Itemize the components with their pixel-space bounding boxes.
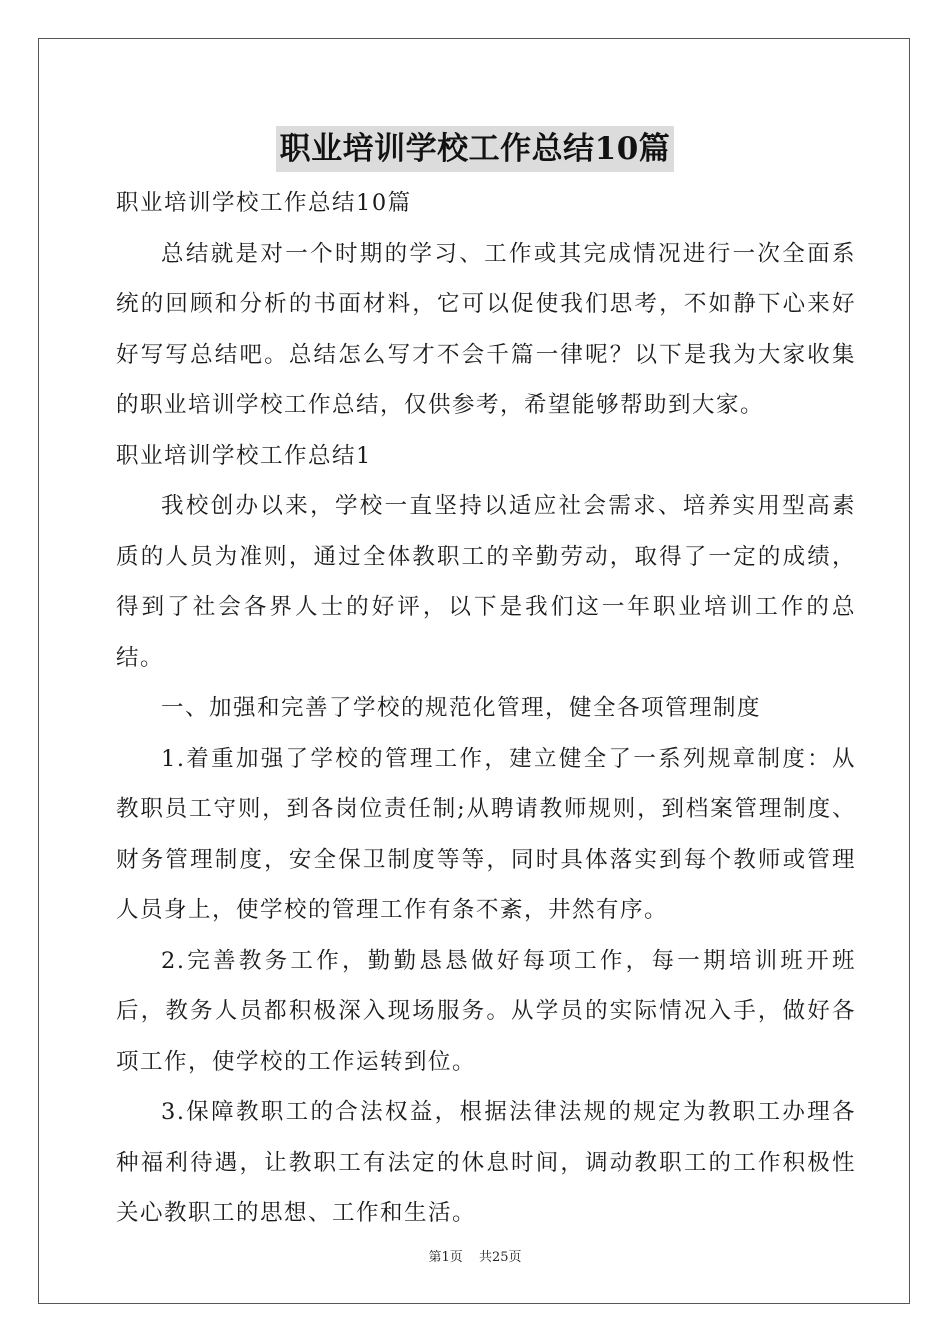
title-container xyxy=(0,126,950,172)
paragraph: 职业培训学校工作总结1 xyxy=(116,442,372,469)
page-number: 第1页 xyxy=(428,1250,463,1265)
paragraph: 职业培训学校工作总结10篇 xyxy=(116,190,412,216)
document-body xyxy=(116,178,856,1239)
paragraph: 1.着重加强了学校的管理工作，建立健全了一系列规章制度：从教职员工守则，到各岗位责任制;从聘请教师规则，到档案管理制度、财务管理制度，安全保卫制度等等，同时具体落实到每个教师或管理人员身上，使学校的管理工作有条不紊，井然有序。 xyxy=(116,745,856,923)
paragraph: 总结就是对一个时期的学习、工作或其完成情况进行一次全面系统的回顾和分析的书面材料，它可以促使我们思考，不如静下心来好好写写总结吧。总结怎么写才不会千篇一律呢？以下是我为大家收集的职业培训学校工作总结，仅供参考，希望能够帮助到大家。 xyxy=(116,240,856,418)
page-total: 共25页 xyxy=(478,1250,522,1265)
paragraph: 3.保障教职工的合法权益，根据法律法规的规定为教职工办理各种福利待遇，让教职工有法定的休息时间，调动教职工的工作积极性关心教职工的思想、工作和生活。 xyxy=(116,1099,856,1226)
paragraph: 2.完善教务工作，勤勤恳恳做好每项工作，每一期培训班开班后，教务人员都积极深入现场服务。从学员的实际情况入手，做好各项工作，使学校的工作运转到位。 xyxy=(116,947,856,1075)
document-title: 职业培训学校工作总结10篇 xyxy=(276,126,675,172)
paragraph: 我校创办以来，学校一直坚持以适应社会需求、培养实用型高素质的人员为准则，通过全体教职工的辛勤劳动，取得了一定的成绩，得到了社会各界人士的好评，以下是我们这一年职业培训工作的总结。 xyxy=(116,493,856,671)
paragraph: 一、加强和完善了学校的规范化管理，健全各项管理制度 xyxy=(161,695,762,721)
page-footer xyxy=(0,1246,950,1265)
